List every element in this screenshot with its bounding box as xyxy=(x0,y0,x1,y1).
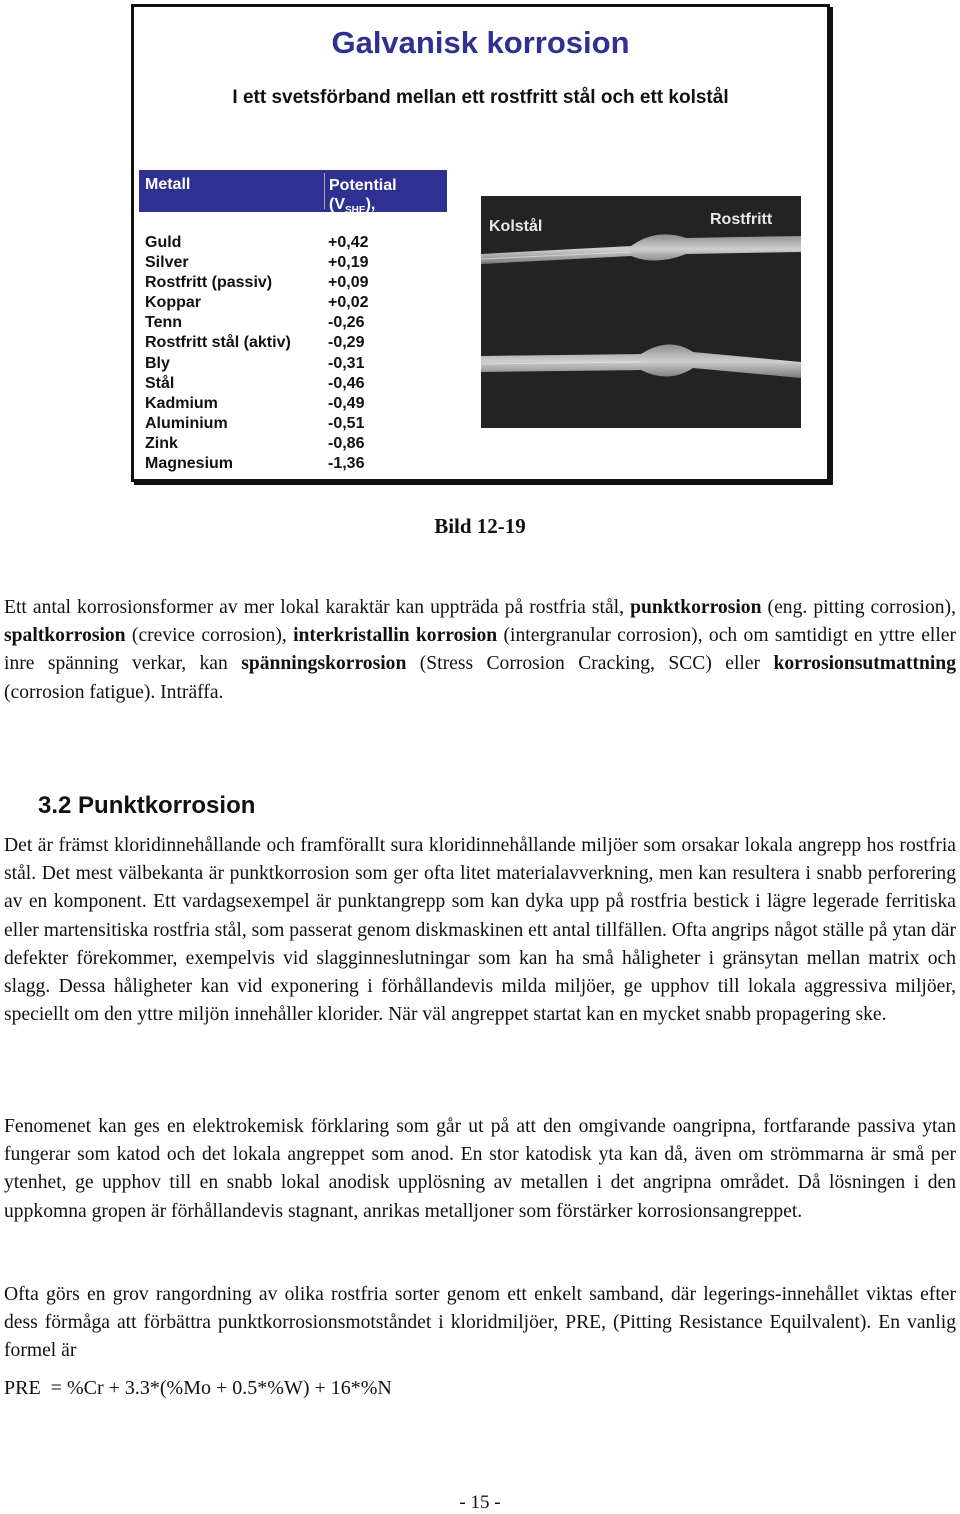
table-row xyxy=(145,375,445,395)
table-row xyxy=(145,234,445,254)
paragraph-electrochemistry: Fenomenet kan ges en elektrokemisk förklaring som går ut på att den omgivande oangripna, fortfarande passiva ytan fungerar som katod och det lokala angreppet som anod. En stor katodisk yta kan då, även om strömmarna är små per ytenhet, ge upphov till en snabb lokal anodisk upplösning av metallen i det angripna området. Då lösningen i den uppkomna gropen är förhållandevis stagnant, anrikas metalljoner som förstärker korrosionsangreppet. xyxy=(4,1116,956,1222)
metal-name: Aluminium xyxy=(145,414,228,432)
weld-joint-photo xyxy=(481,196,801,428)
metal-name: Silver xyxy=(145,254,189,272)
metal-name: Rostfritt (passiv) xyxy=(145,274,273,292)
figure-caption: Bild 12-19 xyxy=(434,514,526,538)
label-rostfritt: Rostfritt xyxy=(710,211,773,228)
metal-name: Bly xyxy=(145,354,170,372)
metal-potential: -1,36 xyxy=(328,455,365,473)
metal-name: Guld xyxy=(145,234,182,251)
metal-potential: +0,09 xyxy=(328,274,369,292)
metal-name: Rostfritt stål (aktiv) xyxy=(145,334,291,352)
galvanic-corrosion-figure xyxy=(131,4,830,482)
table-row xyxy=(145,254,445,274)
metal-potential: -0,86 xyxy=(328,434,365,452)
paragraph-pitting: Det är främst kloridinnehållande och framförallt sura kloridinnehållande miljöer som orsakar lokala angrepp hos rostfria stål. Det mest välbekanta är punktkorrosion som ger ofta litet materialavverkning, men kan resultera i snabb perforering av en komponent. Ett vardagsexempel är punktangrepp som kan dyka upp på rostfria bestick i lägre legerade ferritiska eller martensitiska rostfria stål, som passerat genom diskmaskinen ett antal tillfällen. Ofta angrips något ställe på ytan där defekter förekommer, exempelvis vid slagginneslutningar som kan ha små håligheter i gränsytan mellan matrix och slagg. Dessa håligheter kan vid exponering i förhållandevis milda miljöer, ge upphov till lokala aggressiva miljöer, speciellt om den yttre miljön innehåller klorider. När väl angreppet startat kan en mycket snabb propagering ske. xyxy=(4,835,956,1026)
table-row xyxy=(145,455,445,475)
header-potential: Potential $(V_{SHE})$, xyxy=(329,177,397,217)
metal-name: Koppar xyxy=(145,294,201,312)
table-row xyxy=(145,435,445,455)
label-kolstal: Kolstål xyxy=(489,218,543,235)
metal-potential: -0,49 xyxy=(328,394,365,412)
metal-potential: +0,02 xyxy=(328,294,369,312)
intro-paragraph: Ett antal korrosionsformer av mer lokal karaktär kan uppträda på rostfria stål, punktkorrosion (eng. pitting corrosion), spaltkorrosion (crevice corrosion), interkristallin korrosion (intergranular corrosion), och om samtidigt en yttre eller inre spänning verkar, kan spänningskorrosion (Stress Corrosion Cracking, SCC) eller korrosionsutmattning (corrosion fatigue). Inträffa. xyxy=(4,597,956,703)
potential-table-header xyxy=(139,170,447,217)
pre-formula: PRE = %Cr + 3.3*(%Mo + 0.5*%W) + 16*%N xyxy=(4,1377,392,1399)
potential-table xyxy=(145,234,445,475)
metal-potential: -0,29 xyxy=(328,334,365,352)
metal-name: Zink xyxy=(145,434,178,452)
table-row xyxy=(145,395,445,415)
metal-potential: +0,42 xyxy=(328,234,369,251)
header-metal: Metall xyxy=(145,176,191,193)
table-row xyxy=(145,294,445,314)
figure-subtitle: I ett svetsförband mellan ett rostfritt stål och ett kolstål xyxy=(232,87,729,108)
figure-title: Galvanisk korrosion xyxy=(331,25,630,60)
table-row xyxy=(145,415,445,435)
metal-potential: -0,31 xyxy=(328,354,365,372)
metal-potential: +0,19 xyxy=(328,254,369,272)
metal-name: Tenn xyxy=(145,314,183,332)
metal-name: Stål xyxy=(145,374,175,392)
section-heading: 3.2 Punktkorrosion xyxy=(38,792,256,819)
metal-name: Kadmium xyxy=(145,394,218,412)
paragraph-pre: Ofta görs en grov rangordning av olika rostfria sorter genom ett enkelt samband, där legerings-innehållet viktas efter dess förmåga att förbättra punktkorrosionsmotståndet i kloridmiljöer, PRE, (Pitting Resistance Equilvalent). En vanlig formel är xyxy=(4,1284,956,1362)
metal-potential: -0,46 xyxy=(328,374,365,392)
table-row xyxy=(145,274,445,294)
metal-potential: -0,51 xyxy=(328,414,365,432)
table-row xyxy=(145,355,445,375)
metal-name: Magnesium xyxy=(145,455,234,473)
header-divider xyxy=(324,173,325,209)
metal-potential: -0,26 xyxy=(328,314,365,332)
page-number: - 15 - xyxy=(459,1492,501,1513)
table-row xyxy=(145,334,445,354)
table-row xyxy=(145,314,445,334)
